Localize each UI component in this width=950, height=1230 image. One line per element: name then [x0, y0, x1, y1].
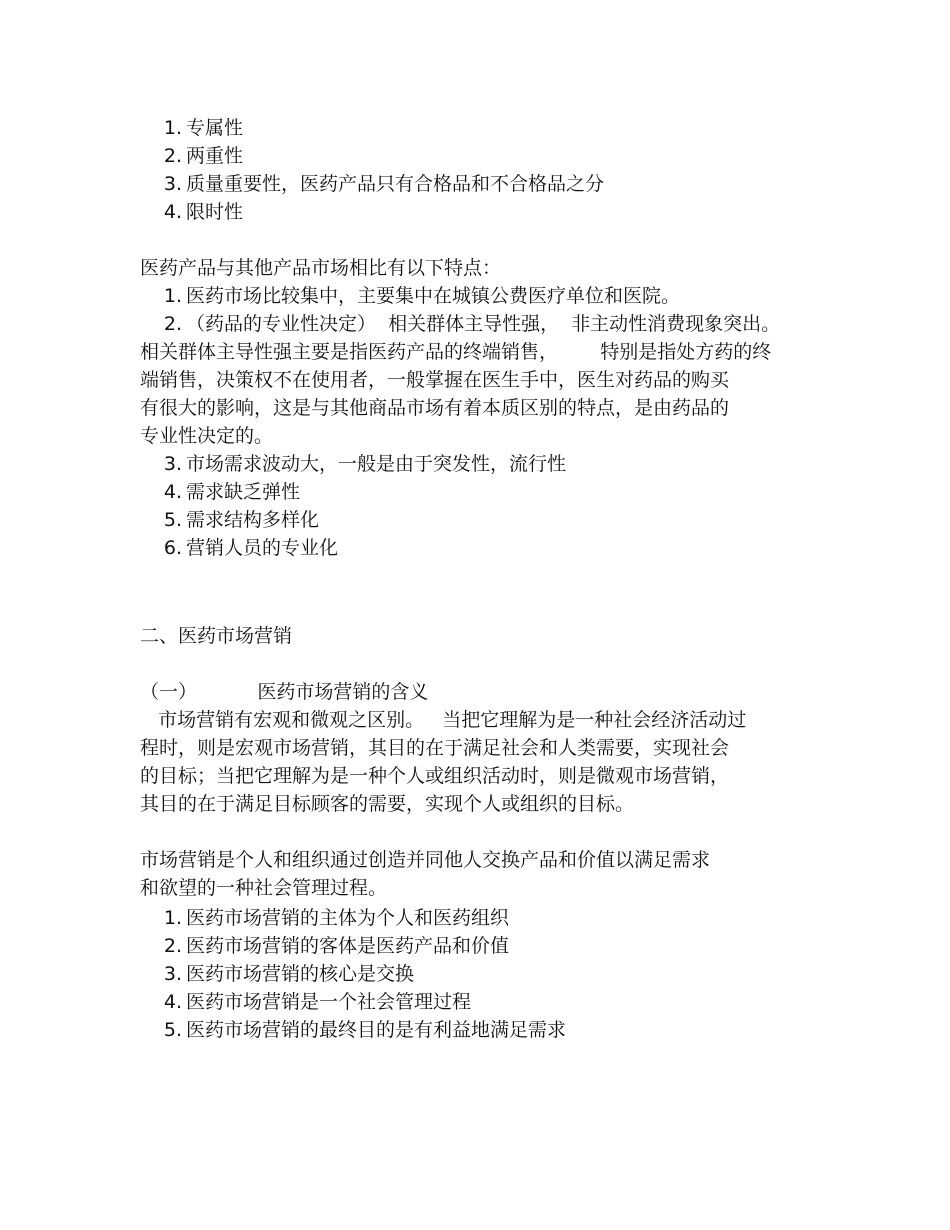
list-item [140, 170, 604, 198]
list-text: 医药市场营销的核心是交换 [186, 963, 415, 985]
list-item [140, 1016, 566, 1044]
list-text: 限时性 [186, 201, 244, 223]
list-item [140, 988, 471, 1016]
list-number: 1. [163, 907, 182, 929]
list-number: 2. [163, 313, 182, 335]
list-text: 质量重要性，医药产品只有合格品和不合格品之分 [186, 173, 605, 195]
paragraph-intro-features: 医药产品与其他产品市场相比有以下特点： [140, 257, 502, 279]
paragraph-line: 和欲望的一种社会管理过程。 [140, 877, 388, 899]
list-number: 3. [163, 173, 182, 195]
list-number: 5. [163, 509, 182, 531]
list-text: 营销人员的专业化 [186, 537, 339, 559]
paragraph-line: 市场营销是个人和组织通过创造并同他人交换产品和价值以满足需求 [140, 849, 711, 871]
list-number: 4. [163, 481, 182, 503]
list-item [140, 534, 338, 562]
list-item [140, 960, 414, 988]
list-item [140, 506, 319, 534]
list-number: 5. [163, 1019, 182, 1041]
list-number: 3. [163, 963, 182, 985]
list-item [140, 450, 566, 478]
list-item [140, 114, 243, 142]
list-number: 1. [163, 117, 182, 139]
paragraph-line: 的目标；当把它理解为是一种个人或组织活动时，则是微观市场营销， [140, 765, 730, 787]
list-text: 需求结构多样化 [186, 509, 320, 531]
list-item [140, 904, 509, 932]
list-item [140, 932, 509, 960]
list-item [140, 310, 780, 338]
list-number: 6. [163, 537, 182, 559]
list-item [140, 282, 680, 310]
paragraph-line: 端销售，决策权不在使用者，一般掌握在医生手中，医生对药品的购买 [140, 369, 730, 391]
list-number: 4. [163, 201, 182, 223]
paragraph-line: 市场营销有宏观和微观之区别。 当把它理解为是一种社会经济活动过 [140, 709, 747, 731]
list-number: 2. [163, 145, 182, 167]
subsection-title: （一） 医药市场营销的含义 [140, 681, 429, 703]
list-text: 市场需求波动大，一般是由于突发性，流行性 [186, 453, 567, 475]
list-text: 两重性 [186, 145, 244, 167]
list-text: 医药市场营销是一个社会管理过程 [186, 991, 472, 1013]
paragraph-line: 专业性决定的。 [140, 425, 274, 447]
list-number: 4. [163, 991, 182, 1013]
paragraph-line: 其目的在于满足目标顾客的需要，实现个人或组织的目标。 [140, 793, 635, 815]
list-text: 需求缺乏弹性 [186, 481, 301, 503]
list-number: 3. [163, 453, 182, 475]
paragraph-line: 有很大的影响，这是与其他商品市场有着本质区别的特点，是由药品的 [140, 397, 730, 419]
list-number: 2. [163, 935, 182, 957]
list-text: 专属性 [186, 117, 244, 139]
list-text: 医药市场营销的最终目的是有利益地满足需求 [186, 1019, 567, 1041]
section-title: 二、医药市场营销 [140, 625, 293, 647]
list-text: 医药市场比较集中，主要集中在城镇公费医疗单位和医院。 [186, 285, 681, 307]
list-text: 医药市场营销的主体为个人和医药组织 [186, 907, 510, 929]
list-item [140, 198, 243, 226]
list-item [140, 478, 300, 506]
list-item [140, 142, 243, 170]
paragraph-line: 程时，则是宏观市场营销，其目的在于满足社会和人类需要，实现社会 [140, 737, 730, 759]
list-number: 1. [163, 285, 182, 307]
list-text: 医药市场营销的客体是医药产品和价值 [186, 935, 510, 957]
list-text: （药品的专业性决定） 相关群体主导性强， 非主动性消费现象突出。 [186, 313, 781, 335]
paragraph-line: 相关群体主导性强主要是指医药产品的终端销售， 特别是指处方药的终 [140, 341, 772, 363]
